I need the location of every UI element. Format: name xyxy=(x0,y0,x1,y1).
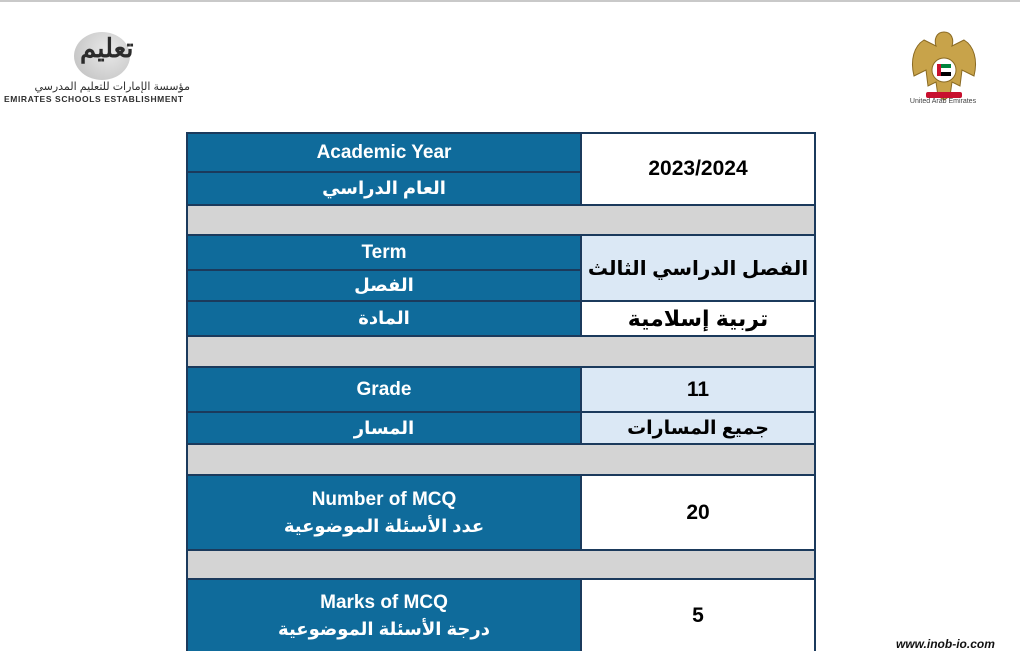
ese-logo xyxy=(4,30,188,108)
mcq-marks-label xyxy=(188,580,580,651)
grade-value: 11 xyxy=(582,368,814,411)
track-value: جميع المسارات xyxy=(582,413,814,443)
mcq-count-label xyxy=(188,476,580,549)
track-label-ar: المسار xyxy=(188,413,580,443)
spacer-row xyxy=(188,206,814,234)
exam-info-table xyxy=(186,132,816,651)
watermark-url: www.inob-io.com xyxy=(896,637,995,651)
grade-label-en: Grade xyxy=(188,368,580,411)
ese-arabic-name: مؤسسة الإمارات للتعليم المدرسي xyxy=(34,81,190,93)
mcq-marks-label-en: Marks of MCQ xyxy=(320,591,448,613)
top-rule xyxy=(0,0,1020,2)
mcq-count-label-en: Number of MCQ xyxy=(311,488,457,510)
spacer-row xyxy=(188,445,814,474)
term-value: الفصل الدراسي الثالث xyxy=(582,236,814,300)
subject-label-ar: المادة xyxy=(188,302,580,335)
academic-year-value: 2023/2024 xyxy=(582,134,814,204)
term-label-ar: الفصل xyxy=(188,271,580,300)
academic-year-label-en: Academic Year xyxy=(188,134,580,171)
mcq-marks-value: 5 xyxy=(582,580,814,651)
mcq-count-value: 20 xyxy=(582,476,814,549)
spacer-row xyxy=(188,337,814,366)
ese-logo-mark: تعليم xyxy=(80,34,134,64)
subject-value: تربية إسلامية xyxy=(582,302,814,335)
spacer-row xyxy=(188,551,814,578)
academic-year-label-ar: العام الدراسي xyxy=(188,173,580,204)
uae-emblem-icon xyxy=(906,26,982,108)
mcq-count-label-ar: عدد الأسئلة الموضوعية xyxy=(283,515,485,536)
term-label-en: Term xyxy=(188,236,580,269)
uae-emblem-caption: United Arab Emirates xyxy=(909,98,977,105)
mcq-marks-label-ar: درجة الأسئلة الموضوعية xyxy=(278,618,490,639)
ese-english-name: EMIRATES SCHOOLS ESTABLISHMENT xyxy=(4,94,184,104)
